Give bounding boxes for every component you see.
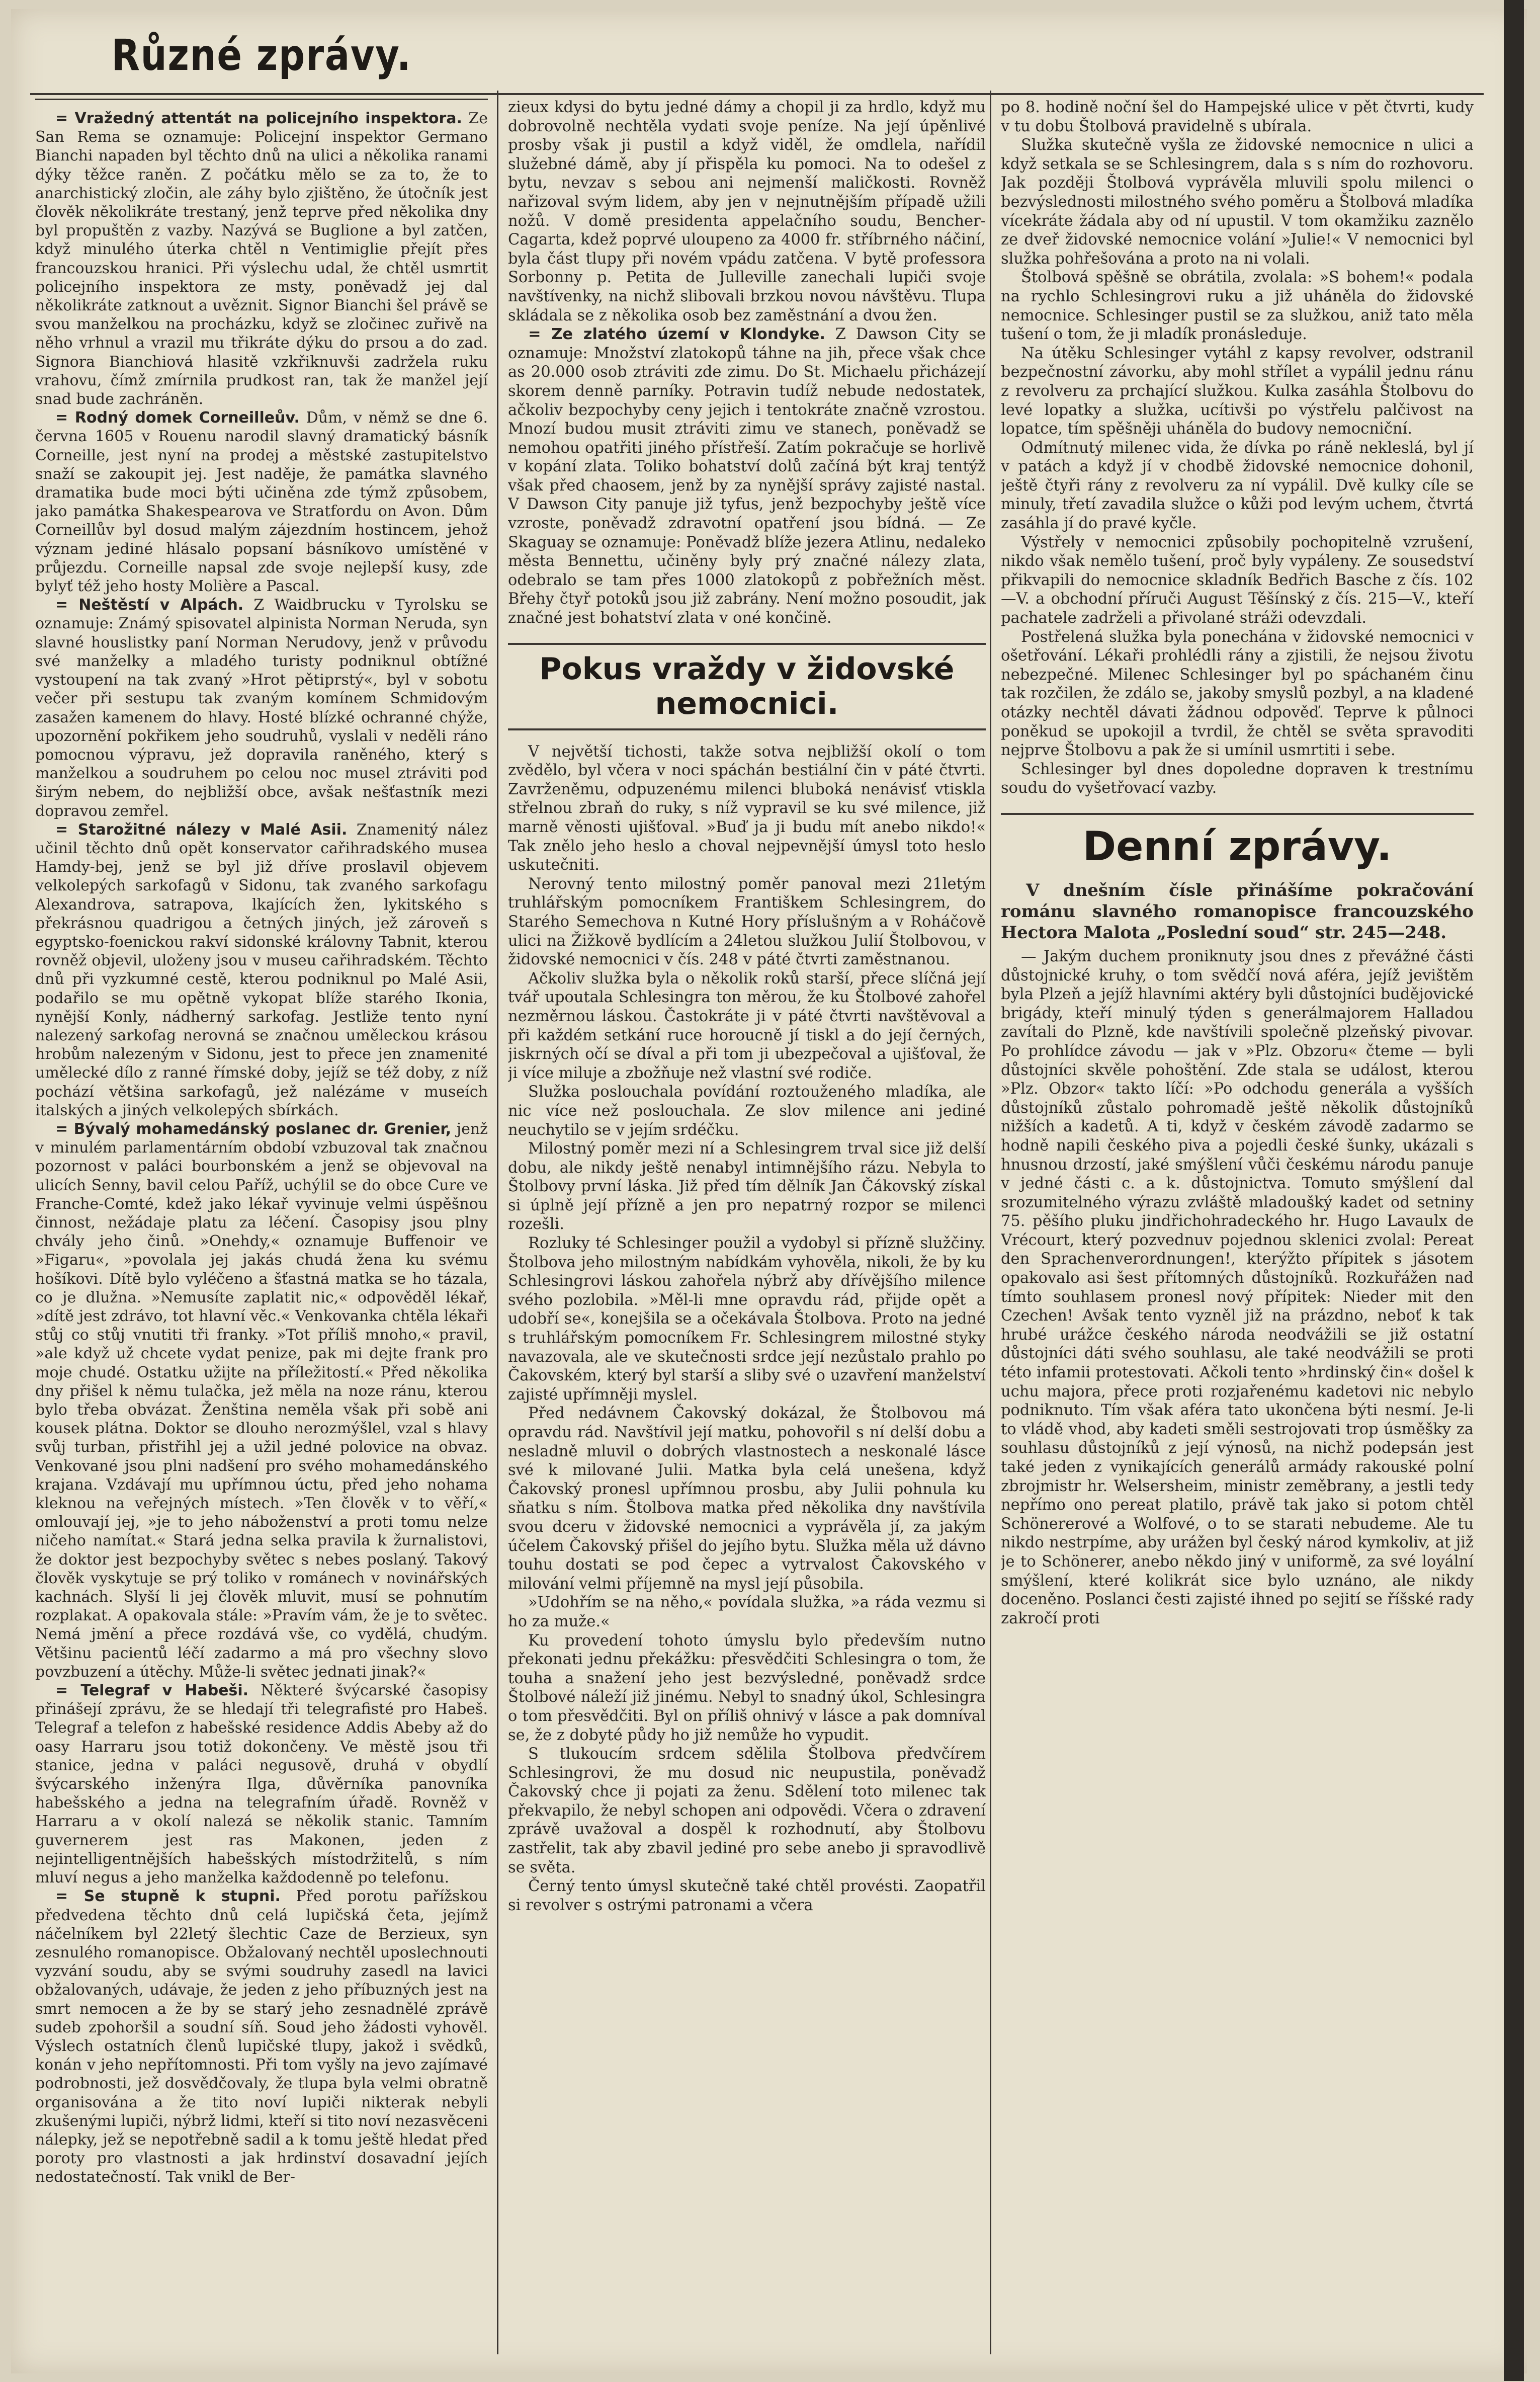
news-item <box>35 1681 488 1887</box>
section-heading-denni: Denní zprávy. <box>1001 813 1474 870</box>
item-text: Z Waidbrucku v Tyrolsku se oznamuje: Známý spisovatel alpinista Norman Neruda, syn slavné houslistky paní Norman Nerudovy, jenž v průvodu své manželky a mladého turisty podniknul obtížné vystoupení na tak zvaný »Hrot pětiprstý«, byl v sobotu večer při sestupu tak zvaným komínem Schmidovým zasažen kamenem do hlavy. Hosté blízké ochranné chýže, upozornění pokřikem jeho soudruhů, vyslali v neděli ráno pomocnou výpravu, jež dopravila raněného, který s manželkou a soudruhem po celou noc musel ztráviti pod širým nebem, do nejbližší obce, avšak nešťastník mezi dopravou zemřel. <box>35 596 488 820</box>
article-paragraph: Nerovný tento milostný poměr panoval mezi 21letým truhlářským pomocníkem Františkem Schlesingrem, do Starého Semechova n Kutné Hory příslušným a v Roháčově ulici na Žižkově bydlícím a 24letou služkou Julií Štolbovou, v židovské nemocnici v čís. 248 v páté čtvrti zaměstnanou. <box>508 875 986 969</box>
item-lead: = Bývalý mohamedánský poslanec dr. Grenier, <box>55 1120 452 1138</box>
news-item <box>35 596 488 820</box>
article-paragraph: Výstřely v nemocnici způsobily pochopitelně vzrušení, nikdo však nemělo tušení, proč byly vypáleny. Ze sousedství přikvapili do nemocnice skladník Bedřich Basche z čís. 102—V. a obchodní příruči August Těšínský z čís. 215—V., kteří pachatele zadrželi a přivolané stráži odevzdali. <box>1001 533 1474 627</box>
section-heading-ruzne: Různé zprávy. <box>111 30 412 80</box>
column-rule-2 <box>990 91 991 2354</box>
article-paragraph: Schlesinger byl dnes dopoledne dopraven k trestnímu soudu do vyšetřovací vazby. <box>1001 760 1474 797</box>
item-lead: = Rodný domek Corneilleův. <box>55 409 300 427</box>
article-paragraph: Služka poslouchala povídání roztouženého mladíka, ale nic více než poslouchala. Ze slov milence ani jediné neuchytilo se v jejím srdéčku. <box>508 1083 986 1139</box>
column-1 <box>35 30 488 2314</box>
item-text: Některé švýcarské časopisy přinášejí zprávu, že se hledají tři telegrafisté pro Habeš. Telegraf a telefon z habešské residence Addis Abeby až do oasy Harraru jsou totiž dokončeny. Ve městě jsou tři stanice, jedna v paláci negusově, druhá v obydlí švýcarského inženýra Ilga, důvěrníka panovníka habešského a jedna na telegrafním úřadě. Rovněž v Harraru a v okolí nalezá se několik stanic. Tamním guvernerem jest ras Makonen, jeden z nejintelligentnějších habešských místodržitelů, s ním mluví negus a jeho manželka každodenně po telefonu. <box>35 1682 488 1887</box>
column-3 <box>1001 98 1474 2382</box>
article-paragraph: Odmítnutý milenec vida, že dívka po ráně nekleslá, byl jí v patách a když jí v chodbě židovské nemocnice dohonil, ještě čtyři rány z revolveru za ní vypálil. Dvě kulky cíle se minuly, třetí zavadila služce o kůži pod levým uchem, čtvrtá zasáhla jí do pravé kyčle. <box>1001 439 1474 533</box>
article-paragraph: »Udohřím se na něho,« povídala služka, »a ráda vezmu si ho za muže.« <box>508 1594 986 1630</box>
news-item <box>35 408 488 596</box>
item-text: Znamenitý nález učinil těchto dnů opět konservator cařihradského musea Hamdy-bej, jenž se byl již dříve proslavil objevem velkolepých sarkofagů v Sidonu, tak zvaného sarkofagu Alexandrova, satrapova, lkajících žen, lykitského s překrásnou quadrigou a četných jiných, jež zároveň s egyptsko-foenickou rakví sidonské královny Tabnit, kterou rovněž objevil, uloženy jsou v museu cařihradském. Těchto dnů při vyzkumné cestě, kterou podniknul po Malé Asii, podařilo se mu opětně vykopat blíže starého Ikonia, nynější Konly, nádherný sarkofag. Jestliže tento nyní nalezený sarkofag nerovná se značnou uměleckou krásou hrobům nalezeným v Sidonu, jest to přece jen znamenité umělecké dílo z ranné římské doby, jejíž se též doby, z níž pochází většina sarkofagů, jež nalézáme v museích italských a jiných velkolepých sbírkách. <box>35 820 488 1119</box>
item-text: jenž v minulém parlamentárním období vzbuzoval tak značnou pozornost v paláci bourbonském a jenž se objevoval na ulicích Senny, bavil celou Paříž, uchýlil se do obce Cure ve Franche-Comté, kdež jako lékař vyvinuje velmi úspěšnou činnost, nežádaje platu za léčení. Časopisy jsou plny chvály jeho činů. »Onehdy,« oznamuje Buffenoir ve »Figaru«, »povolala jej jakás chudá žena ku svému hošíkovi. Dítě bylo vyléčeno a šťastná matka se ho tázala, co je dlužna. »Nemusíte zaplatit nic,« odpověděl lékař, »dítě jest zdrávo, tot hlavní věc.« Venkovanka chtěla lékaři stůj co stůj vnutiti tři franky. »Tot příliš mnoho,« pravil, »ale když už chcete vydat penize, pak mi dejte frank pro moje chudé. Ostatku užijte na příležitostí.« Před několika dny přišel k němu tulačka, jež měla na noze ránu, kterou bylo třeba obvázat. Ženština neměla však při sobě ani kousek plátna. Doktor se dlouho nerozmýšlel, vzal s hlavy svůj turban, přistřihl jej a užil jedné polovice na obvaz. Venkované jsou plni nadšení pro svého mohamedánského krajana. Vzdávají mu upřímnou úctu, před jeho nohama kleknou na veřejných místech. »Ten člověk v to věří,« omlouvají jej, »je to jeho náboženství a proti tomu nelze ničeho namítat.« Stará jedna selka pravila k žurnalistovi, že doktor jest bezpochyby světec s nebes poslaný. Takový člověk vyskytuje se prý toliko v románech v novinářských kachnách. Slyší li jej člověk mluvit, musí se pohnutím rozplakat. A opakovala stále: »Pravím vám, že je to světec. Nemá jmění a přece rozdává vše, co vydělá, chudým. Většinu pacientů léčí zadarmo a má pro všechny slovo povzbuzení a útěchy. Může-li světec jednati jinak?« <box>35 1120 488 1681</box>
item-text: Ze San Rema se oznamuje: Policejní inspektor Germano Bianchi napaden byl těchto dnů na ulici a několika ranami dýky těžce raněn. Z počátku mělo se za to, že to anarchistický zločin, ale záhy bylo zjištěno, že útočník jest člověk několikráte trestaný, jenž teprve před několika dny byl propuštěn z vazby. Nazývá se Buglione a byl zatčen, když minulého úterka chtěl n Ventimiglie přejít přes francouzskou hranici. Při výslechu udal, že chtěl usmrtit policejního inspektora ze msty, poněvadž jej dal několikráte zatknout a uvěznit. Signor Bianchi šel právě se svou manželkou na procházku, když se zločinec zuřivě na něho vrhnul a vrazil mu třikráte dýku do prsou a do zad. Signora Bianchiová hlasitě vzkřiknuvši zadržela ruku vrahovu, čímž zmírnila prudkost ran, tak že manžel její snad bude zachráněn. <box>35 110 488 408</box>
item-lead: = Neštěstí v Alpách. <box>55 596 244 614</box>
item-lead: = Telegraf v Habeši. <box>55 1682 249 1700</box>
article-paragraph: Rozluky té Schlesinger použil a vydobyl si přízně služčiny. Štolbova jeho milostným nabídkám vyhověla, nikoli, že by ku Schlesingrovi láskou zahořela nýbrž aby dřívějšího milence svého pozlobila. »Měl-li mne opravdu rád, přijde opět a udobří se«, konejšila se a očekávala Štolbova. Proto na jedné s truhlářským pomocníkem Fr. Schlesingrem milostné styky navazovala, ale ve skutečnosti srdce její nezůstalo prahlo po Čakovském, který byl starší a sliby své o uzavření manželství zajisté upřímněji myslel. <box>508 1235 986 1404</box>
item-text: Před porotu pařížskou předvedena těchto dnů celá lupičská četa, jejímž náčelníkem byl 22letý šlechtic Caze de Berzieux, syn zesnulého romanopisce. Obžalovaný nechtěl uposlechnouti vyzvání soudu, aby se svými soudruhy zasedl na lavici obžalovaných, udávaje, že jeden z jeho příbuzných jest na smrt nemocen a že by se starý jeho zesnadnělé zprávě sudeb zpohoršil a soudní síň. Soud jeho žádosti vyhověl. Výslech ostatních členů lupičské tlupy, jakož i svědků, konán v jeho nepřítomnosti. Při tom vyšly na jevo zajímavé podrobnosti, jež dosvědčovaly, že tlupa byla velmi obratně organisována a že tito noví lupiči nikterak nebyli zkušenými lupiči, nýbrž lidmi, kteří si tito noví nezasvěceni nálepky, jež se nepotřebně sadil a k tomu ještě hledat před poroty pro vlastnosti a jak hrdinství dosavadní jejích nedostatečností. Tak vnikl de Ber- <box>35 1887 488 2186</box>
news-item <box>508 325 986 628</box>
column-2 <box>508 98 986 2382</box>
item-text: Dům, v němž se dne 6. června 1605 v Rouenu narodil slavný dramatický básník Corneille, jest nyní na prodej a městské zastupitelstvo snaží se zakoupit jej. Jest naděje, že památka slavného dramatika bude moci býti učiněna zde týmž způsobem, jako památka Shakespearova ve Stratfordu on Avon. Dům Corneillův byl dosud malým zájezdním hostincem, jehož význam jediné hlásalo popsaní básníkovo umístěné v průjezdu. Corneille napsal zde svoje nejlepší kusy, zde bylyť též jeho hosty Molière a Pascal. <box>35 409 488 596</box>
article-paragraph: V největší tichosti, takže sotva nejbližší okolí o tom zvědělo, byl včera v noci spáchán bestiální čin v páté čtvrti. Zavrženěmu, odpuzenému milenci bluboká nenávisť vtiskla střelnou zbraň do ruky, s níž vypravil se ku své milence, již marně věnosti ujišťoval. »Buď ja ji budu mít anebo nikdo!« Tak znělo jeho heslo a choval nejpevnější úmysl toto heslo uskutečniti. <box>508 743 986 874</box>
item-lead: = Ze zlatého území v Klondyke. <box>528 325 826 344</box>
article-paragraph: — Jakým duchem proniknuty jsou dnes z převážné části důstojnické kruhy, o tom svědčí nová aféra, jejíž jevištěm byla Plzeň a jejíž hlavními aktéry byli důstojníci budějovické brigády, kteří minulý týden s generálmajorem Halladou zavítali do Plzně, kde navštívili společně plzeňský pivovar. Po prohlídce závodu — jak v »Plz. Obzoru« čteme — byli důstojníci skvěle pohoštění. Zde stala se událost, kterou »Plz. Obzor« takto líčí: »Po odchodu generála a vyšších důstojníků zůstalo pohromadě ještě několik důstojníků nižších a kadetů. A ti, když v českém závodě zadarmo se hodně napili českého piva a pojedli české šunky, ukázali s hnusnou drzostí, jaké smýšlení vůči českému národu panuje v jedné části c. a k. důstojnictva. Tomuto smýšlení dal srozumitelného výrazu zvláště mladoušký kadet od setniny 75. pěšího pluku jindřichohradeckého hr. Hugo Lavaulx de Vrécourt, který pozvednuv pojednou sklenici zvolal: Pereat den Sprachenverordnungen!, kterýžto přípitek s jásotem opakovalo asi šest přítomných důstojníků. Rozkuřážen nad tímto souhlasem pronesl nový přípitek: Nieder mit den Czechen! Avšak tento vyzněl již na prázdno, neboť k tak hrubé urážce českého národa neodvážili se již ostatní důstojníci dáti svého souhlasu, ale také neodvážili se proti této infamii protestovati. Ačkoli tento »hrdinský čin« došel k uchu majora, přece proti rozjařenému kadetovi nic nebylo podniknuto. Tím však aféra tato ukončena býti nesmí. Je-li to vládě vhod, aby kadeti směli sestrojovati trop úsměšky za souhlasu důstojníků z její výnosů, na nichž podepsán jest také jeden z vynikajících generálů armády rakouské polní zbrojmistr hr. Welsersheim, ministr zeměbrany, a jestli tedy nepřímo ono pereat platilo, právě tak jako si potom chtěl Schönererové a Wolfové, o to se starati nebudeme. Ale tu nikdo nestrpíme, aby urážen byl český národ kymkoliv, at již je to Schönerer, anebo někdo jiný v uniformě, za své loyální smýšlení, které kolikrát sice bylo uznáno, ale nikdy doceněno. Poslanci česti zajisté ihned po sejití se říšské rady zakročí proti <box>1001 947 1474 1627</box>
article-paragraph: Před nedávnem Čakovský dokázal, že Štolbovou má opravdu rád. Navštívil její matku, pohovořil s ní delší dobu a nesladně mluvil o dobrých vlastnostech a neskonalé lásce své k milované Julii. Matka byla celá unešena, když Čakovský pronesl upřímnou prosbu, aby Julii pohnula ku sňatku s ním. Štolbova matka před několika dny navštívila svou dceru v židovské nemocnici a vyprávěla jí, za jakým účelem Čakovský přišel do jejího bytu. Služka měla už dávno touhu dostati se pod čepec a vytrvalost Čakovského v milování velmi příjemně na mysl její působila. <box>508 1405 986 1593</box>
news-item <box>35 820 488 1120</box>
news-item <box>35 109 488 408</box>
article-paragraph: Černý tento úmysl skutečně také chtěl provésti. Zaopatřil si revolver s ostrými patronami a včera <box>508 1877 986 1914</box>
column-rule-1 <box>497 91 498 2354</box>
news-item <box>35 1120 488 1681</box>
article-paragraph: Milostný poměr mezi ní a Schlesingrem trval sice již delší dobu, ale nikdy ještě nenabyl intimnějšího rázu. Nebyla to Štolbovy první láska. Již před tím dělník Jan Čákovský získal si úplně její přízně a jen pro nepatrný rozpor se milenci rozešli. <box>508 1140 986 1234</box>
continued-text: zieux kdysi do bytu jedné dámy a chopil ji za hrdlo, když mu dobrovolně nechtěla vydati svoje peníze. Na její úpěnlivé prosby však ji pustil a když viděl, že omdlela, nařídil služebné dámě, aby jí přispěla ku pomoci. Na to odešel z bytu, nevzav s sebou ani nejmenší maličkosti. Rovněž nařizoval svým lidem, aby jen v nejnutnějším případě užili nožů. V domě presidenta appelačního soudu, Bencher-Cagarta, kdež poprvé uloupeno za 4000 fr. stříbrného náčiní, byla část tlupy při novém vpádu zatčena. V bytě professora Sorbonny p. Petita de Julleville zanechali lupiči svoje navštívenky, na nichž slibovali brzkou novou návštěvu. Tlupa skládala se z několika osob bez zaměstnání a dvou žen. <box>508 99 986 324</box>
article-heading-pokus: Pokus vraždy v židovské nemocnici. <box>508 643 986 730</box>
item-text: Z Dawson City se oznamuje: Množství zlatokopů táhne na jih, přece však chce as 20.000 osob ztráviti zde zimu. Do St. Michaelu přicházejí skorem denně parníky. Potravin tudíž nebude nedostatek, ačkoliv bezpochyby ceny jejich i tentokráte značně vzrostou. Mnozí budou musit ztráviti zimu ve stanech, poněvadž se nemohou opatřiti jiného přístřeší. Zatím pokračuje se horlivě v kopání zlata. Toliko bohatství dolů začíná být kraj tentýž však před chaosem, jenž by za nynější správy zajisté nastal. V Dawson City panuje již tyfus, jenž bezpochyby ještě více vzroste, poněvadž zdravotní opatření jsou bídná. — Ze Skaguay se oznamuje: Poněvadž blíže jezera Atlinu, nedaleko města Bennettu, učiněny byly prý značné nálezy zlata, odebralo se tam přes 1000 zlatokopů z pobřežních měst. Břehy čtyř potoků jsou již zabrány. Není možno posoudit, jak značné jest bohatství zlata v oné končině. <box>508 325 986 627</box>
article-paragraph: Ku provedení tohoto úmyslu bylo především nutno překonati jednu překážku: přesvědčiti Schlesingra o tom, že touha a snažení jeho jest bezvýsledné, poněvadž srdce Štolbové náleží již jinému. Nebyl to snadný úkol, Schlesingra o tom přesvědčiti. Byl on příliš ohnivý v lásce a pak domníval se, že z dobyté půdy ho již nemůže ho vypudit. <box>508 1631 986 1744</box>
article-paragraph: Štolbová spěšně se obrátila, zvolala: »S bohem!« podala na rychlo Schlesingrovi ruku a již uháněla do židovské nemocnice. Schlesinger pustil se za služkou, aniž tato měla tušení o tom, že ji mladík pronásleduje. <box>1001 269 1474 344</box>
heading-rule <box>35 99 488 100</box>
item-lead: = Vražedný attentát na policejního inspektora. <box>55 110 462 127</box>
article-paragraph: S tlukoucím srdcem sdělila Štolbova předvčírem Schlesingrovi, že mu dosud nic neupustila, poněvadž Čakovský chce ji pojati za ženu. Sdělení toto milenec tak překvapilo, že nebyl schopen ani odpovědi. Včera o zdravení zprávě uvažoval a dospěl k rozhodnutí, aby Štolbovu zastřelit, tak aby zbavil jediné pro sebe anebo ji spravodlivě se světa. <box>508 1745 986 1876</box>
article-paragraph: po 8. hodině noční šel do Hampejské ulice v pět čtvrti, kudy v tu dobu Štolbová pravidelně s ubírala. <box>1001 99 1474 135</box>
novel-notice: V dnešním čísle přinášíme pokračování románu slavného romanopisce francouzského Hectora Malota „Poslední soud“ str. 245—248. <box>1001 880 1474 943</box>
article-paragraph: Ačkoliv služka byla o několik roků starší, přece slíčná její tvář upoutala Schlesingra ton měrou, že ku Štolbové zahořel nezměrnou láskou. Častokráte ji v páté čtvrti navštěvoval a při každém setkání ruce horoucně jí tiskl a do její černých, jiskrných očí se díval a při tom ji ubezpečoval a ujišťoval, že ji více miluje a zbožňuje než vlastní své rodiče. <box>508 969 986 1082</box>
item-lead: = Se stupně k stupni. <box>55 1887 281 1906</box>
scan-edge <box>1504 0 1524 2381</box>
article-paragraph: Postřelená služka byla ponechána v židovské nemocnici v ošetřování. Lékaři prohlédli rány a zjistili, že nejsou životu nebezpečné. Milenec Schlesinger byl po spáchaném činu tak rozčilen, že zdálo se, jakoby smyslů pozbyl, a na kladené otázky nechtěl dávati žádnou odpověď. Teprve k půlnoci poněkud se upokojil a tvrdil, že chtěl se světa spravoditi nejprve Štolbovu a pak že si umínil usmrtiti i sebe. <box>1001 628 1474 760</box>
article-paragraph: Služka skutečně vyšla ze židovské nemocnice n ulici a když setkala se se Schlesingrem, dala s s ním do rozhovoru. Jak později Štolbová vyprávěla mluvili spolu milenci o bezvýslednosti milostného svého poměru a Štolbová mladíka vícekráte žádala aby od ní upustil. V tom okamžiku zaznělo ze dveř židovské nemocnice volání »Julie!« V nemocnici byl služka pohřešována a proto na ni volali. <box>1001 136 1474 268</box>
item-lead: = Starožitné nálezy v Malé Asii. <box>55 820 348 839</box>
news-item <box>35 1887 488 2186</box>
article-paragraph: Na útěku Schlesinger vytáhl z kapsy revolver, odstranil bezpečnostní závorku, aby mohl střílet a vypálil jednu ránu z revolveru za prchající služkou. Kulka zasáhla Štolbovu do levé lopatky a služka, ucítivši po výstřelu palčivost na lopatce, tím spěšněji uháněla do budovy nemocniční. <box>1001 344 1474 438</box>
